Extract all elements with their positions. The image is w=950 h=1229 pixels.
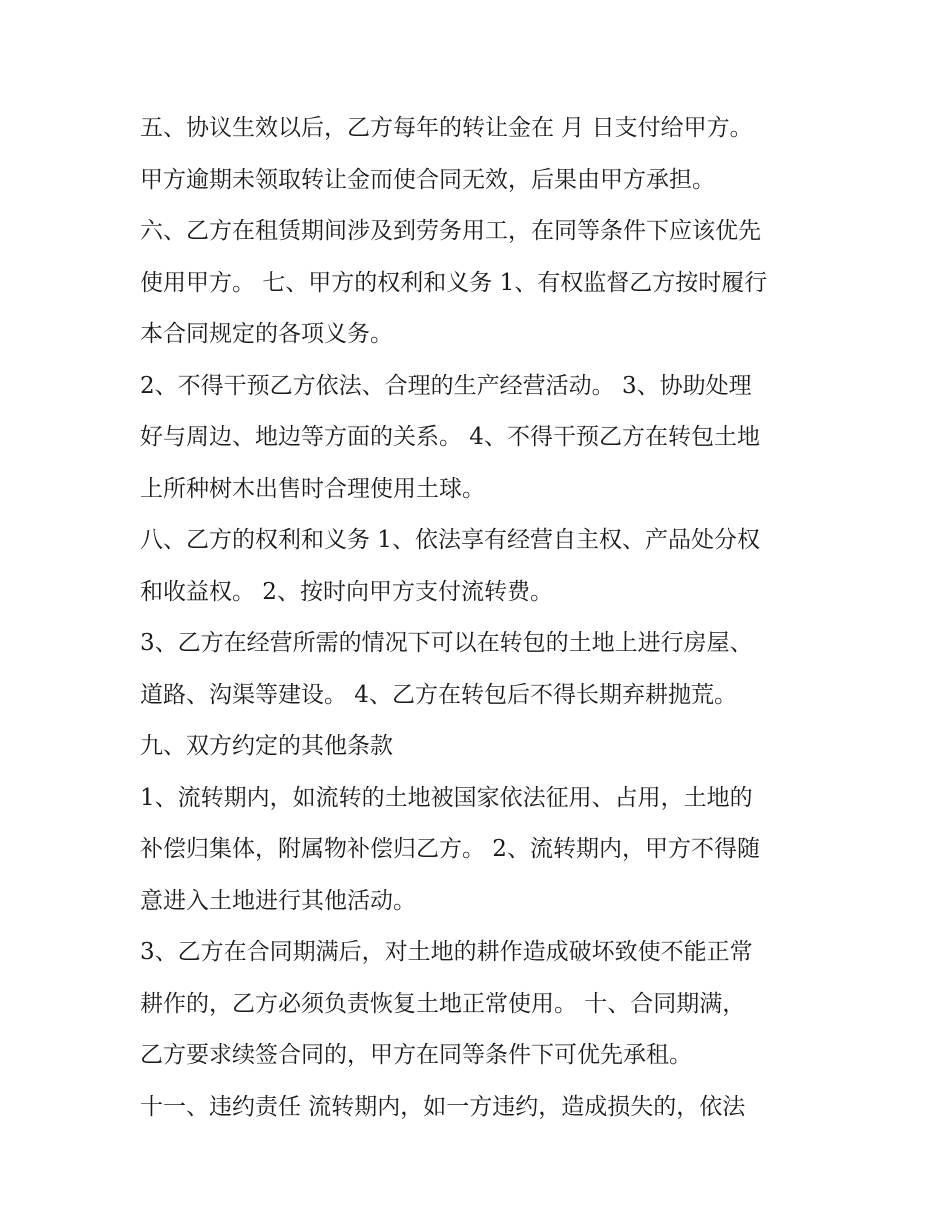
text-line: 补偿归集体，附属物补偿归乙方。 2、流转期内，甲方不得随 xyxy=(140,836,760,862)
text-line: 八、乙方的权利和义务 1、依法享有经营自主权、产品处分权 xyxy=(140,527,760,553)
text-line: 好与周边、地边等方面的关系。 4、不得干预乙方在转包土地 xyxy=(140,424,760,450)
text-line: 耕作的，乙方必须负责恢复土地正常使用。 十、合同期满， xyxy=(140,990,746,1017)
text-line: 乙方要求续签合同的，甲方在同等条件下可优先承租。 xyxy=(140,1042,692,1068)
text-line: 五、协议生效以后，乙方每年的转让金在 月 日支付给甲方。 xyxy=(140,115,753,141)
document-body xyxy=(140,108,820,1138)
text-line: 3、乙方在经营所需的情况下可以在转包的土地上进行房屋、 xyxy=(140,630,753,656)
text-line: 上所种树木出售时合理使用土球。 xyxy=(140,475,485,502)
text-line: 九、双方约定的其他条款 xyxy=(140,733,393,759)
text-line: 3、乙方在合同期满后，对土地的耕作造成破坏致使不能正常 xyxy=(140,939,753,965)
text-line: 道路、沟渠等建设。 4、乙方在转包后不得长期弃耕抛荒。 xyxy=(140,681,737,708)
text-line: 意进入土地进行其他活动。 xyxy=(140,887,416,914)
text-line: 六、乙方在租赁期间涉及到劳务用工，在同等条件下应该优先 xyxy=(140,218,761,244)
text-line: 使用甲方。 七、甲方的权利和义务 1、有权监督乙方按时履行 xyxy=(140,269,768,296)
text-line: 十一、违约责任 流转期内，如一方违约，造成损失的，依法 xyxy=(140,1093,746,1120)
text-line: 1、流转期内，如流转的土地被国家依法征用、占用，土地的 xyxy=(140,784,753,811)
text-line: 甲方逾期未领取转让金而使合同无效，后果由甲方承担。 xyxy=(140,166,715,193)
text-line: 和收益权。 2、按时向甲方支付流转费。 xyxy=(140,578,553,605)
text-line: 2、不得干预乙方依法、合理的生产经营活动。 3、协助处理 xyxy=(140,372,752,399)
text-line: 本合同规定的各项义务。 xyxy=(140,321,393,347)
